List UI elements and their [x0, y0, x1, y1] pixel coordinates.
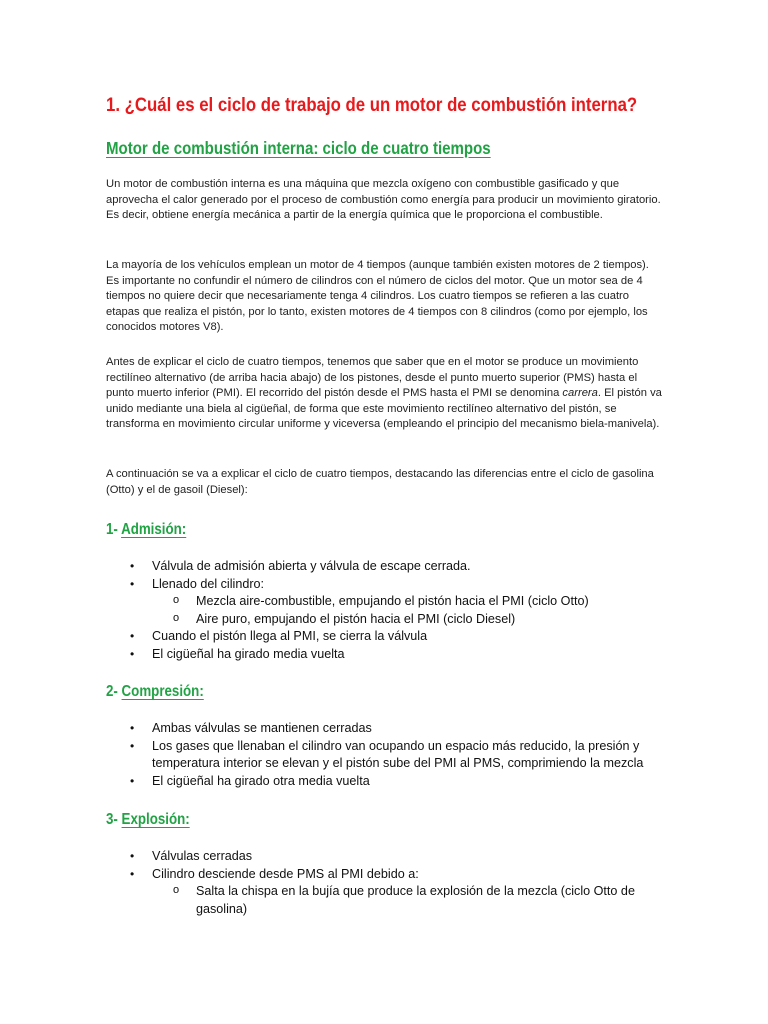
paragraph-cycle-intro: A continuación se va a explicar el ciclo de cuatro tiempos, destacando las diferencias entre el ciclo de gasolina (Otto) y el de gasoil (Diesel):	[106, 468, 654, 496]
paragraph-piston-motion-part1: Antes de explicar el ciclo de cuatro tiempos, tenemos que saber que en el motor se produce un movimiento rectilíneo alternativo (de arriba hacia abajo) de los pistones, desde el punto muerto superior (PMS) hasta el punto muerto inferior (PMI). El recorrido del pistón desde el PMS hasta el PMI se denomina	[106, 356, 639, 400]
paragraph-four-stroke: La mayoría de los vehículos emplean un motor de 4 tiempos (aunque también existen motores de 2 tiempos). Es importante no confundir el número de cilindros con el número de ciclos del motor. Que un motor sea de 4 tiempos no quiere decir que necesariamente tenga 4 cilindros. Los cuatro tiempos se refieren a las cuatro etapas que realiza el pistón, por lo tanto, existen motores de 4 tiempos con 8 cilindros (como por ejemplo, los conocidos motores V8).	[106, 259, 649, 334]
section-heading-explosion	[106, 810, 190, 830]
list-compresion	[130, 720, 670, 790]
paragraph-intro: Un motor de combustión interna es una máquina que mezcla oxígeno con combustible gasificado y que aprovecha el calor generado por el proceso de combustión como energía para producir un movimiento giratorio. Es decir, obtiene energía mecánica a partir de la energía química que le proporciona el combustible.	[106, 178, 661, 222]
section-number: 2-	[106, 683, 122, 700]
list-item: • Válvulas cerradas	[130, 848, 670, 866]
list-item: • Llenado del cilindro:	[130, 576, 670, 594]
list-explosion	[130, 848, 670, 918]
list-item: • Los gases que llenaban el cilindro van ocupando un espacio más reducido, la presión y temperatura interior se elevan y el pistón sube del PMI al PMS, comprimiendo la mezcla	[130, 738, 670, 773]
list-admision	[130, 558, 670, 663]
subtitle-heading: Motor de combustión interna: ciclo de cuatro tiempos	[106, 138, 491, 158]
section-name: Admisión:	[121, 521, 187, 538]
sub-list-item: o Salta la chispa en la bujía que produce la explosión de la mezcla (ciclo Otto de gasolina)	[130, 883, 670, 918]
list-item: • Cilindro desciende desde PMS al PMI debido a:	[130, 866, 670, 884]
sub-list-item: o Mezcla aire-combustible, empujando el pistón hacia el PMI (ciclo Otto)	[130, 593, 670, 611]
term-carrera: carrera	[562, 387, 598, 400]
section-heading-compresion	[106, 682, 204, 702]
sub-list-item: o Aire puro, empujando el pistón hacia el PMI (ciclo Diesel)	[130, 611, 670, 629]
section-number: 1-	[106, 521, 122, 538]
list-item: • El cigüeñal ha girado media vuelta	[130, 646, 670, 664]
section-name: Explosión:	[121, 811, 190, 828]
section-number: 3-	[106, 811, 122, 828]
page-title: 1. ¿Cuál es el ciclo de trabajo de un motor de combustión interna?	[106, 94, 638, 116]
section-heading-admision	[106, 520, 186, 540]
paragraph-piston-motion	[106, 355, 662, 433]
list-item: • El cigüeñal ha girado otra media vuelta	[130, 773, 670, 791]
paragraph-piston-motion-part2: . El pistón va unido mediante una biela al cigüeñal, de forma que este movimiento rectilíneo alternativo del pistón, se transforma en movimiento circular uniforme y viceversa (empleando el principio del mecanismo biela-manivela).	[106, 387, 662, 431]
list-item: • Cuando el pistón llega al PMI, se cierra la válvula	[130, 628, 670, 646]
section-name: Compresión:	[121, 683, 204, 700]
list-item: • Ambas válvulas se mantienen cerradas	[130, 720, 670, 738]
list-item: • Válvula de admisión abierta y válvula de escape cerrada.	[130, 558, 670, 576]
